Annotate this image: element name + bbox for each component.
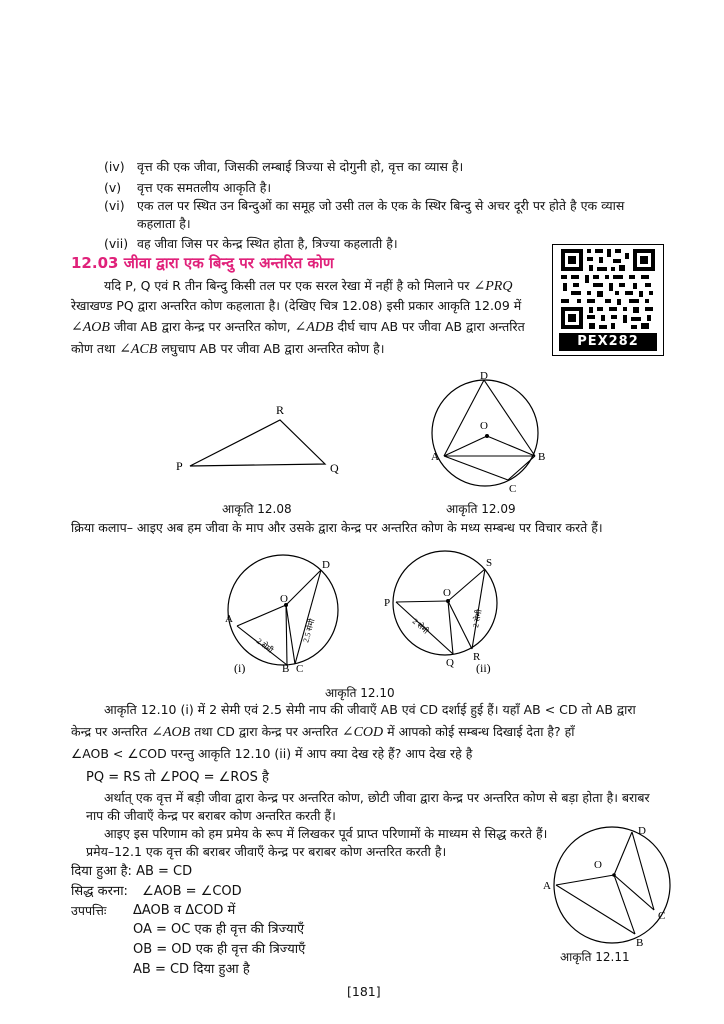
list-num-iv: (iv): [104, 159, 125, 174]
label-p: P: [384, 597, 391, 609]
para2-line4: PQ = RS तो ∠POQ = ∠ROS है: [86, 770, 269, 785]
given-label: दिया हुआ है:: [71, 864, 132, 879]
to-be-proved-label: सिद्ध करना:: [71, 884, 128, 899]
label-d: D: [638, 825, 646, 837]
sub-label-i: (i): [234, 661, 246, 674]
label-o: O: [280, 593, 288, 605]
para2-line1: आकृति 12.10 (i) में 2 सेमी एवं 2.5 सेमी नाप की जीवाएँ AB एवं CD दर्शाई हुई हैं। यहाँ AB < CD तो AB द्वारा: [104, 702, 636, 717]
radius-os: [448, 569, 485, 601]
figure-12-10-right: [384, 551, 497, 674]
length-cd: 2.5 सेमी: [301, 617, 317, 644]
angle-acb: ∠ACB: [119, 342, 158, 357]
proof-reason: दिया हुआ है: [193, 962, 250, 977]
proof-eq: OB = OD: [133, 942, 192, 957]
chord-ab: [556, 885, 635, 934]
figure-12-11: [540, 822, 680, 948]
label-r: R: [276, 403, 285, 417]
para1-text: लघुचाप AB पर जीवा AB द्वारा अन्तरित कोण है।: [161, 341, 385, 356]
label-s: S: [486, 557, 493, 569]
label-b: B: [282, 663, 290, 674]
center-point: [612, 873, 616, 877]
radius-op: [396, 601, 448, 602]
label-c: C: [509, 483, 517, 495]
para1-text: यदि P, Q एवं R तीन बिन्दु किसी तल पर एक सरल रेखा में नहीं है को मिलाने पर: [104, 278, 470, 293]
activity-text: क्रिया कलाप– आइए अब हम जीवा के माप और उसके द्वारा केन्द्र पर अन्तरित कोण के मध्य सम्बन्ध पर विचार करते हैं।: [71, 520, 603, 535]
label-d: D: [322, 559, 330, 571]
triangle-pqr: [190, 420, 325, 466]
proof-step-4: [133, 962, 250, 978]
figure-12-10: [220, 548, 515, 674]
para1-text: दीर्घ चाप AB पर जीवा AB द्वारा अन्तरित: [337, 319, 525, 334]
length-pq: 2 सेमी: [410, 616, 431, 636]
section-number: 12.03: [71, 254, 119, 272]
label-o: O: [443, 587, 451, 599]
figure-12-10-caption: आकृति 12.10: [325, 686, 395, 700]
proof-eq: OA = OC: [133, 922, 191, 937]
proof-step-1: ΔAOB व ΔCOD में: [133, 903, 236, 918]
radius-oa: [556, 875, 614, 885]
label-q: Q: [330, 461, 339, 475]
label-a: A: [225, 613, 233, 625]
center-point: [485, 434, 489, 438]
proof-reason: एक ही वृत्त की त्रिज्याएँ: [194, 922, 305, 937]
circle-right: [393, 551, 497, 655]
para4-line1: आइए इस परिणाम को हम प्रमेय के रूप में लिखकर पूर्व प्राप्त परिणामों के माध्यम से सिद्ध करते हैं।: [104, 826, 548, 841]
list-text-vii: वह जीवा जिस पर केन्द्र स्थित होता है, त्रिज्या कहलाती है।: [137, 236, 398, 251]
para2-line3: ∠AOB < ∠COD परन्तु आकृति 12.10 (ii) में आप क्या देख रहे हैं? आप देख रहे है: [71, 746, 473, 761]
sub-label-ii: (ii): [476, 661, 491, 674]
list-num-vi: (vi): [104, 198, 125, 213]
para1-line1: [104, 278, 512, 295]
given-value: AB = CD: [136, 864, 193, 879]
label-d: D: [480, 370, 488, 382]
chord-cd: [632, 832, 654, 910]
label-p: P: [176, 459, 183, 473]
proof-label: उपपत्तिः: [71, 903, 107, 918]
length-ab: 2 सेमी: [254, 636, 275, 655]
label-b: B: [538, 451, 546, 463]
angle-aob: ∠AOB: [151, 725, 191, 740]
angle-aob: ∠AOB: [71, 320, 110, 335]
radius-oa: [444, 436, 487, 456]
para1-line4: [71, 341, 384, 358]
section-title: जीवा द्वारा एक बिन्दु पर अन्तरित कोण: [123, 254, 334, 272]
list-text-iv: वृत्त की एक जीवा, जिसकी लम्बाई त्रिज्या से दोगुनी हो, वृत्त का व्यास है।: [137, 159, 464, 174]
list-text-vi-cont: कहलाता है।: [137, 216, 191, 231]
proof-eq: AB = CD: [133, 962, 190, 977]
figure-12-08: [170, 398, 360, 484]
label-c: C: [658, 910, 666, 922]
figure-12-11-caption: आकृति 12.11: [560, 950, 630, 964]
label-c: C: [296, 663, 304, 674]
chord-ad: [444, 380, 484, 456]
list-num-vii: (vii): [104, 236, 129, 251]
proof-step-3: [133, 942, 305, 958]
para4-line2: प्रमेय–12.1 एक वृत्त की बराबर जीवाएँ केन्द्र पर बराबर कोण अन्तरित करती है।: [86, 844, 447, 859]
circle: [432, 380, 538, 486]
label-r: R: [473, 651, 481, 663]
to-be-proved-line: [71, 884, 242, 900]
angle-adb: ∠ADB: [294, 320, 334, 335]
label-a: A: [431, 451, 439, 463]
given-line: [71, 864, 192, 880]
para1-text: जीवा AB द्वारा केन्द्र पर अन्तरित कोण,: [113, 319, 291, 334]
list-text-v: वृत्त एक समतलीय आकृति है।: [137, 180, 272, 195]
proof-reason: एक ही वृत्त की त्रिज्याएँ: [195, 942, 306, 957]
para3-line2: नाप की जीवाएँ केन्द्र पर बराबर कोण अन्तरित करती हैं।: [86, 808, 336, 823]
to-be-proved-value: ∠AOB = ∠COD: [142, 884, 242, 899]
center-point: [446, 599, 450, 603]
label-o: O: [594, 859, 602, 871]
circle: [554, 827, 670, 943]
para2-text: में आपको कोई सम्बन्ध दिखाई देता है? हाँ: [387, 724, 575, 739]
para1-text: कोण तथा: [71, 341, 116, 356]
circle-left: [228, 555, 338, 665]
angle-prq: ∠PRQ: [473, 279, 513, 294]
para3-line1: अर्थात् एक वृत्त में बड़ी जीवा द्वारा केन्द्र पर अन्तरित कोण, छोटी जीवा द्वारा केन्द्र पर अन्तरित कोण से बड़ा होता है। बराबर: [104, 790, 650, 805]
para2-line2: [71, 724, 575, 741]
length-rs: 2 सेमी: [471, 608, 484, 629]
radius-od: [614, 832, 632, 875]
radius-oa: [237, 605, 286, 626]
page-number: [181]: [347, 984, 381, 999]
label-a: A: [543, 880, 551, 892]
qr-code: [552, 244, 664, 356]
figure-12-09: [420, 365, 560, 499]
chord-cb: [508, 456, 535, 480]
qr-code-label: PEX282: [559, 333, 657, 351]
chord-db: [484, 380, 535, 456]
figure-12-08-caption: आकृति 12.08: [222, 502, 292, 516]
para2-text: तथा CD द्वारा केन्द्र पर अन्तरित: [194, 724, 338, 739]
label-q: Q: [446, 657, 454, 669]
section-heading: [71, 253, 334, 273]
label-b: B: [636, 937, 644, 948]
proof-step-2: [133, 922, 304, 938]
label-o: O: [480, 420, 488, 432]
figure-12-10-left: [225, 555, 338, 674]
list-text-vi: एक तल पर स्थित उन बिन्दुओं का समूह जो उसी तल के एक के स्थिर बिन्दु से अचर दूरी पर होते है एक व्यास: [137, 198, 625, 213]
para2-text: केन्द्र पर अन्तरित: [71, 724, 148, 739]
chord-cd: [295, 570, 321, 664]
para1-line3: [71, 319, 525, 336]
list-num-v: (v): [104, 180, 122, 195]
para1-line2: रेखाखण्ड PQ द्वारा अन्तरित कोण कहलाता है। (देखिए चित्र 12.08) इसी प्रकार आकृति 12.09 में: [71, 298, 522, 313]
angle-cod: ∠COD: [341, 725, 384, 740]
figure-12-09-caption: आकृति 12.09: [446, 502, 516, 516]
